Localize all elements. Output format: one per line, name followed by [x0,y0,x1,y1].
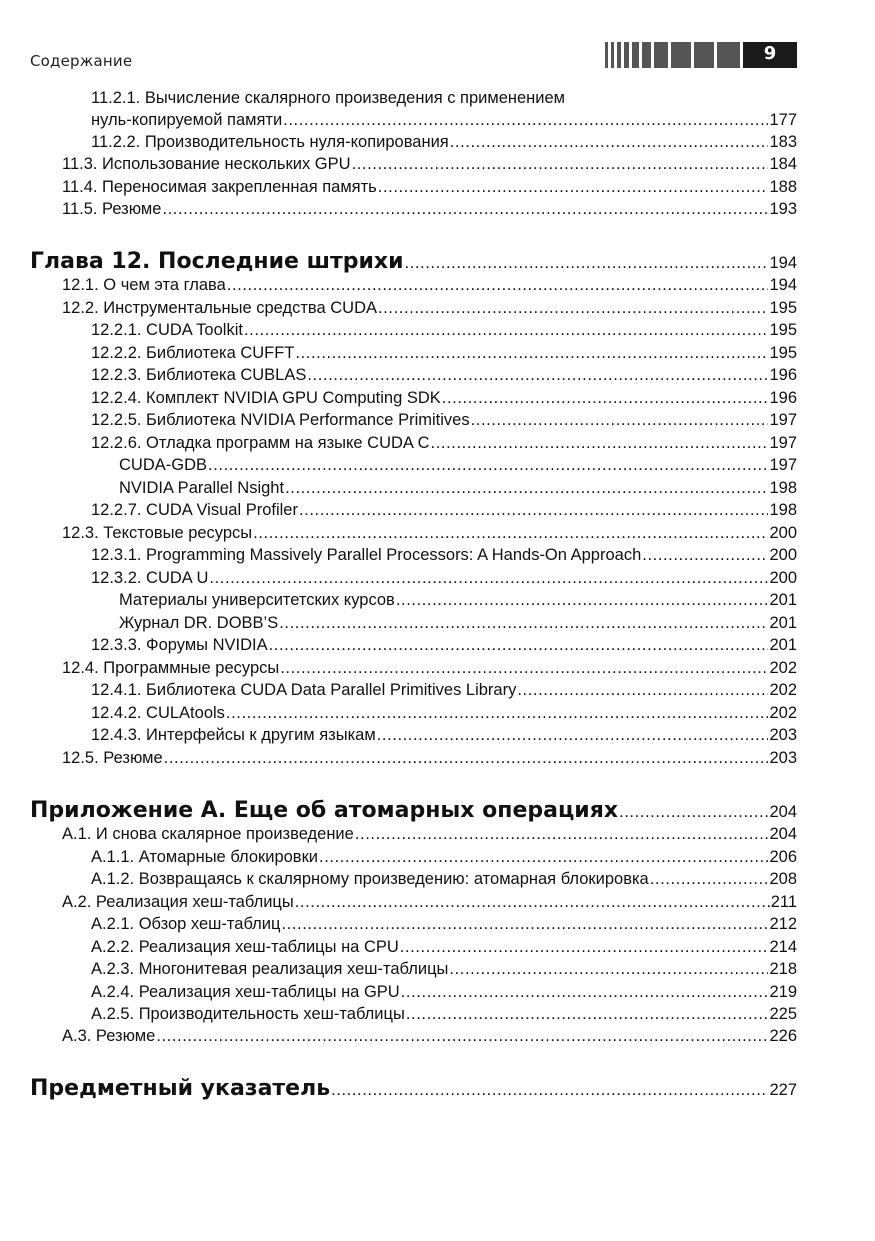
toc-entry: А.2.3. Многонитевая реализация хеш-таблицы ..... 218 [91,958,797,980]
toc-entry: 12.2.7. CUDA Visual Profiler ..... 198 [91,499,797,521]
toc-entry: А.2.4. Реализация хеш-таблицы на GPU ..... 219 [91,981,797,1003]
toc-entry: 12.4. Программные ресурсы ..... 202 [62,657,797,679]
toc-entry: 12.3.1. Programming Massively Parallel Processors: A Hands-On Approach ..... 200 [91,544,797,566]
toc-entry: 12.2.5. Библиотека NVIDIA Performance Primitives ..... 197 [91,409,797,431]
toc-entry: 11.2.2. Производительность нуля-копирования ..... 183 [91,131,797,153]
toc-entry: 11.3. Использование нескольких GPU ..... 184 [62,153,797,175]
toc-entry: Материалы университетских курсов ..... 201 [119,589,797,611]
toc-entry: 12.2.3. Библиотека CUBLAS ..... 196 [91,364,797,386]
page-number: 9 [743,42,797,68]
toc-entry: 12.4.2. CULAtools ..... 202 [91,702,797,724]
toc-entry: 12.2.2. Библиотека CUFFT ..... 195 [91,342,797,364]
toc-chapter-heading: Глава 12. Последние штрихи ..... 194 [30,247,797,277]
toc-entry: 11.4. Переносимая закрепленная память ..... 188 [62,176,797,198]
toc-entry: А.2.5. Производительность хеш-таблицы ..... 225 [91,1003,797,1025]
toc-entry: А.2.2. Реализация хеш-таблицы на CPU ..... 214 [91,936,797,958]
toc-entry: 12.5. Резюме ..... 203 [62,747,797,769]
toc-entry: 12.4.1. Библиотека CUDA Data Parallel Primitives Library ..... 202 [91,679,797,701]
header-stripe-decoration [605,42,740,68]
toc-entry: NVIDIA Parallel Nsight ..... 198 [119,477,797,499]
toc-entry: 11.5. Резюме ..... 193 [62,198,797,220]
toc-entry: А.1.1. Атомарные блокировки ..... 206 [91,846,797,868]
toc-entry: 12.2.4. Комплект NVIDIA GPU Computing SDK ..... 196 [91,387,797,409]
toc-entry: А.1.2. Возвращаясь к скалярному произведению: атомарная блокировка ..... 208 [91,868,797,890]
toc-index-heading: Предметный указатель ..... 227 [30,1074,797,1104]
toc-entry: нуль-копируемой памяти ..... 177 [91,109,797,131]
toc-entry: 12.3.3. Форумы NVIDIA ..... 201 [91,634,797,656]
toc-entry: Журнал DR. DOBB’S ..... 201 [119,612,797,634]
toc-appendix-heading: Приложение А. Еще об атомарных операциях ..... 204 [30,796,797,826]
toc-entry: 12.4.3. Интерфейсы к другим языкам ..... 203 [91,724,797,746]
toc-entry: 12.3.2. CUDA U ..... 200 [91,567,797,589]
toc-entry: 12.1. О чем эта глава ..... 194 [62,274,797,296]
toc-entry: А.3. Резюме ..... 226 [62,1025,797,1047]
toc-entry: А.1. И снова скалярное произведение ..... 204 [62,823,797,845]
toc-entry-wrap-line: 11.2.1. Вычисление скалярного произведения с применением [91,89,566,107]
toc-entry: 12.2.1. CUDA Toolkit ..... 195 [91,319,797,341]
toc-entry: 12.3. Текстовые ресурсы ..... 200 [62,522,797,544]
toc-entry: 12.2. Инструментальные средства CUDA ..... 195 [62,297,797,319]
header-title: Содержание [30,52,133,70]
toc-entry: 12.2.6. Отладка программ на языке CUDA C ..... 197 [91,432,797,454]
toc-entry: CUDA-GDB ..... 197 [119,454,797,476]
toc-entry: А.2. Реализация хеш-таблицы ..... 211 [62,891,797,913]
toc-entry: А.2.1. Обзор хеш-таблиц ..... 212 [91,913,797,935]
